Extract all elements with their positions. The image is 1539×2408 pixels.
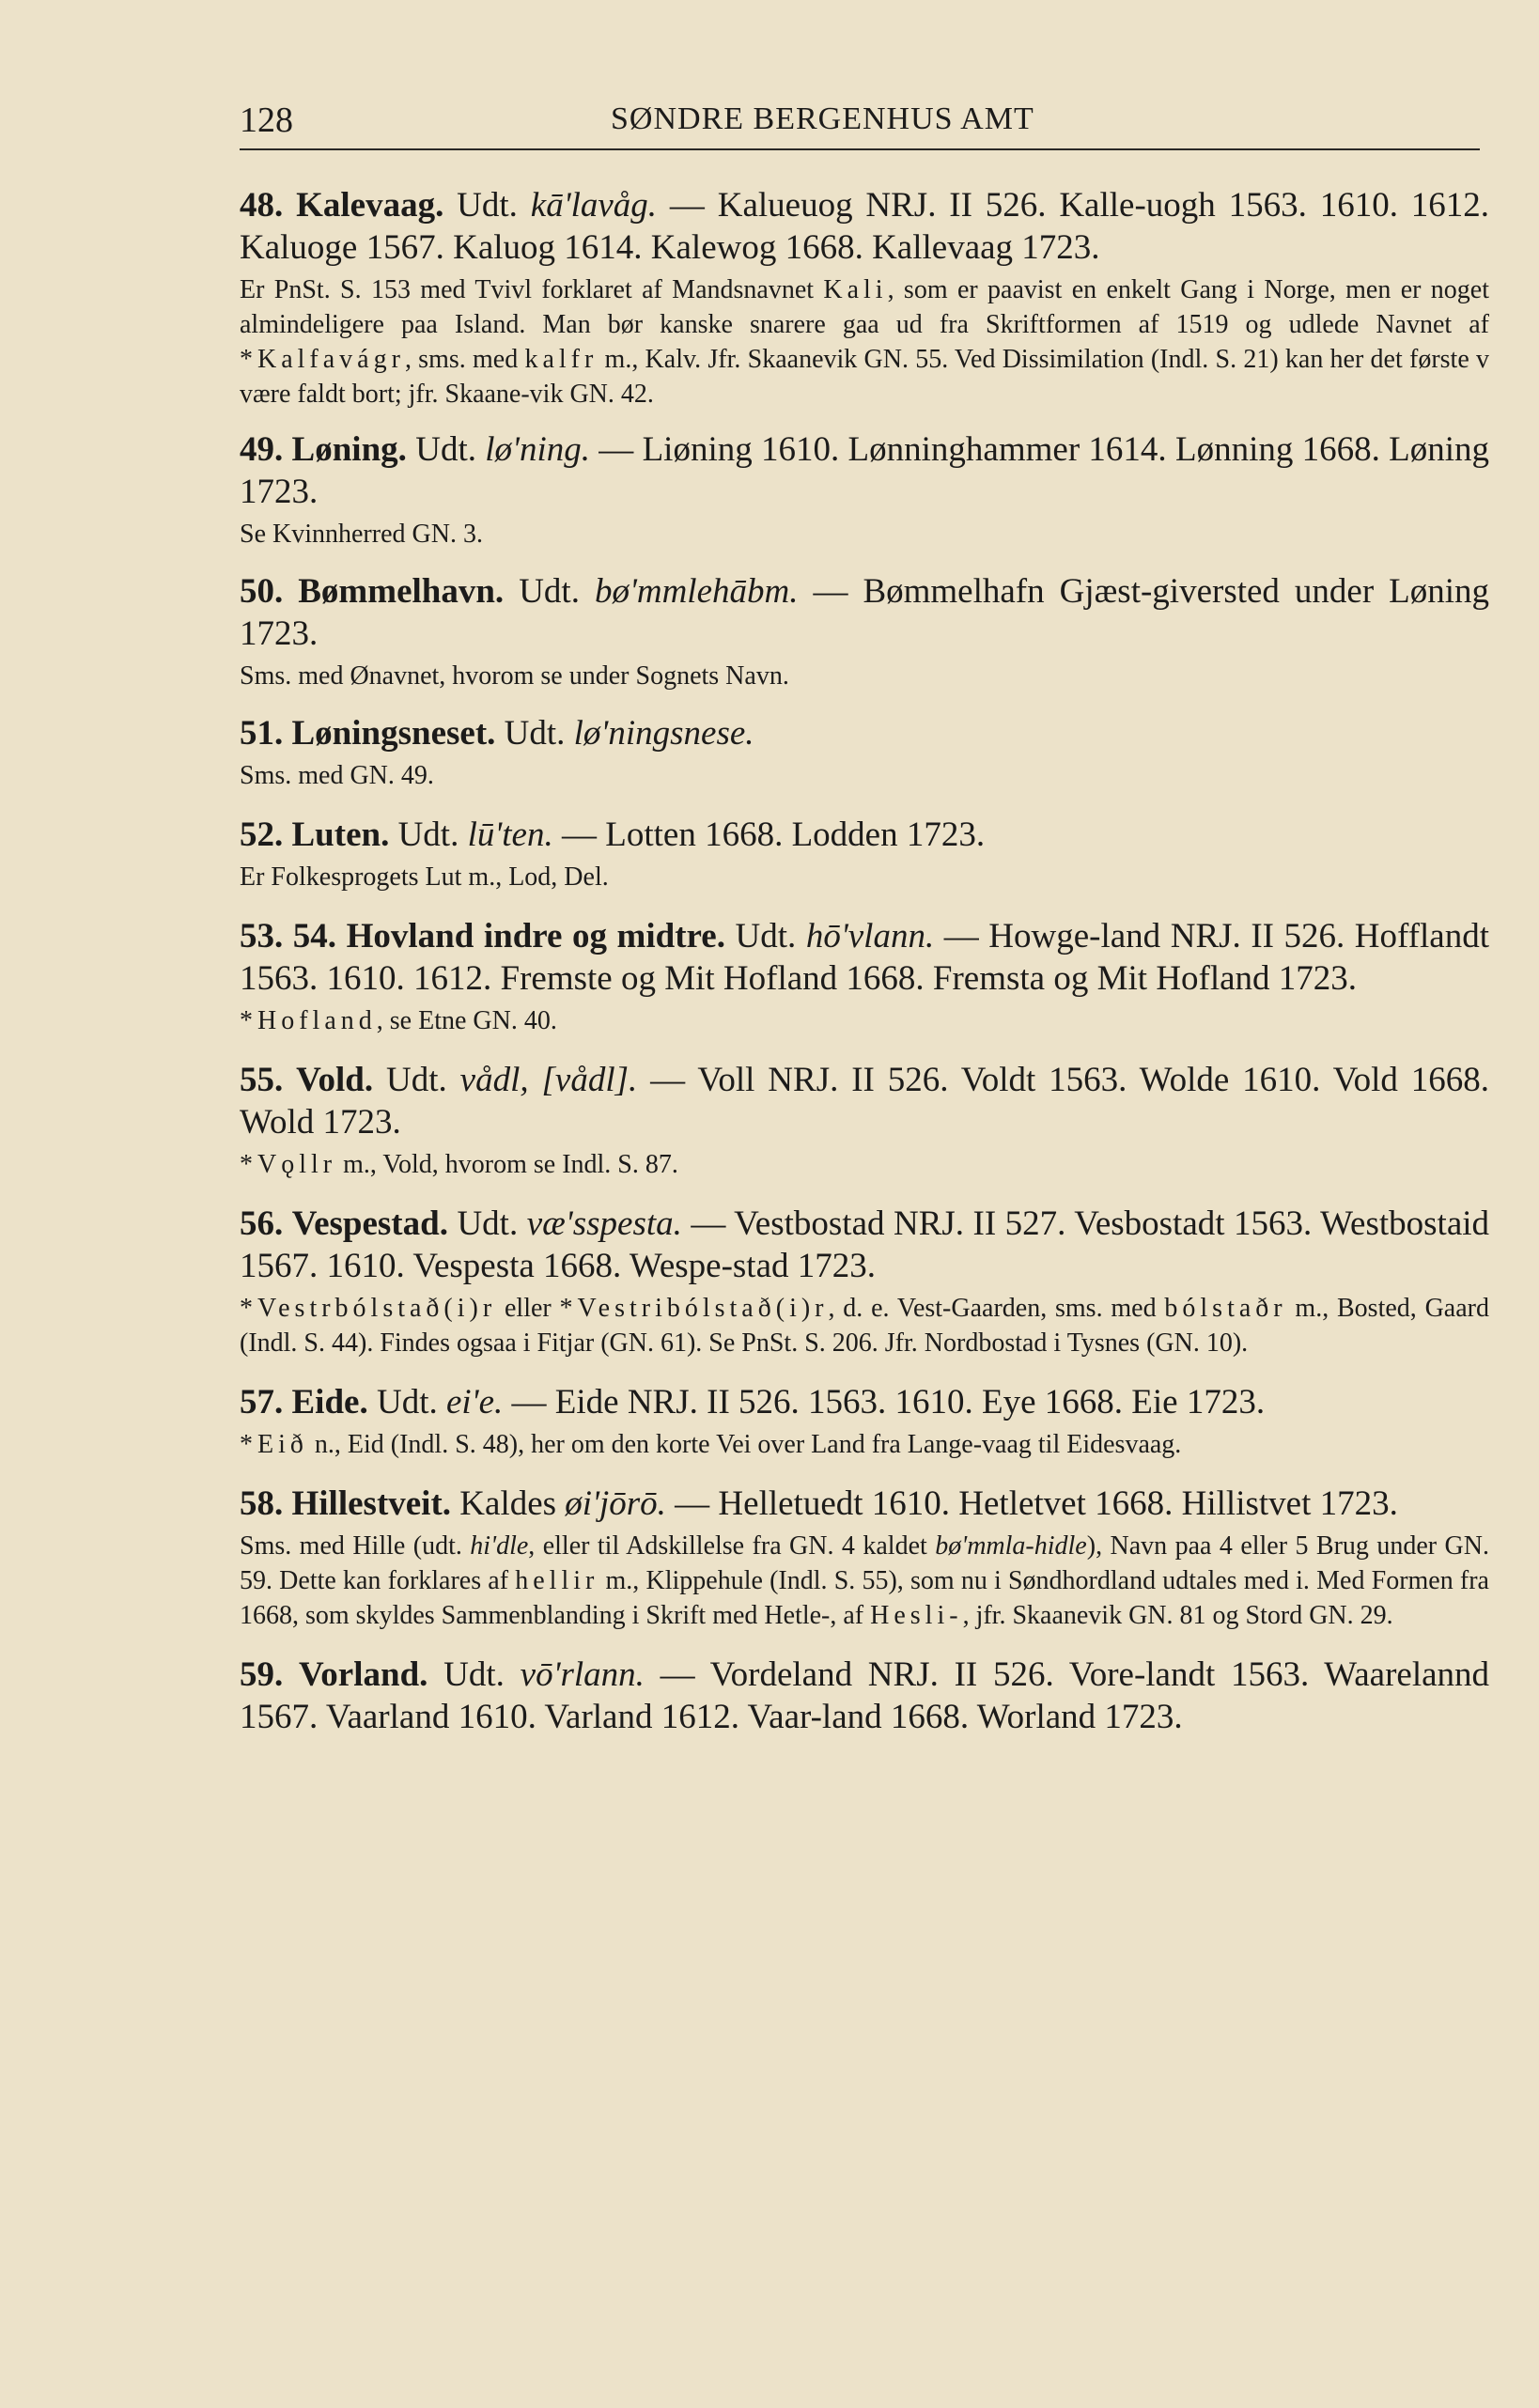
entry-51 xyxy=(240,712,1489,793)
note-text: m., Kalv. Jfr. Skaanevik GN. 55. Ved Dissimilation (Indl. S. 21) kan her det første v være faldt bort; jfr. Skaane-vik GN. 42. xyxy=(240,345,1489,409)
entry-number: 53. 54. xyxy=(240,917,337,955)
pronunciation: væ'sspesta. xyxy=(526,1204,682,1243)
entry-50 xyxy=(240,570,1489,693)
udt-label: Udt. xyxy=(376,1383,438,1421)
entry-note: Se Kvinnherred GN. 3. xyxy=(240,520,483,549)
note-text: ), Navn paa 4 eller 5 Brug under GN. 59. Dette kan forklares af xyxy=(240,1531,1489,1595)
udt-label: Udt. xyxy=(415,430,476,469)
note-text: , sms. med xyxy=(404,345,525,374)
entry-note xyxy=(240,1003,1489,1038)
pronunciation: lū'ten. xyxy=(467,816,553,854)
note-spaced-word: *Hofland xyxy=(240,1006,377,1035)
entry-note: Sms. med Ønavnet, hvorom se under Sognets Navn. xyxy=(240,661,789,691)
pronunciation: vådl, [vådl]. xyxy=(459,1061,638,1099)
entry-note: Sms. med GN. 49. xyxy=(240,761,434,790)
entry-number: 50. xyxy=(240,572,284,611)
entry-number: 48. xyxy=(240,186,284,225)
udt-label: Udt. xyxy=(397,816,459,854)
entry-note xyxy=(240,1427,1489,1462)
udt-label: Udt. xyxy=(386,1061,447,1099)
udt-label: Udt. xyxy=(457,1204,519,1243)
note-italic: hi'dle xyxy=(470,1531,529,1561)
historical-forms: — Voll NRJ. II 526. Voldt 1563. Wolde 1610. Vold 1668. Wold 1723. xyxy=(240,1061,1490,1142)
note-spaced-word: Hesli- xyxy=(870,1601,963,1630)
note-spaced-word: Kali xyxy=(823,275,888,304)
entry-49 xyxy=(240,428,1489,552)
entry-number: 59. xyxy=(240,1655,284,1694)
entry-main xyxy=(240,1381,1489,1423)
udt-label: Kaldes xyxy=(459,1484,557,1523)
note-spaced-word: hellir xyxy=(515,1566,599,1595)
place-name: Eide. xyxy=(291,1383,368,1421)
pronunciation: øi'jōrō. xyxy=(565,1484,666,1523)
note-spaced-word: *Vestrbólstað(i)r xyxy=(240,1294,497,1323)
entry-note xyxy=(240,1147,1489,1182)
entry-57 xyxy=(240,1381,1489,1462)
note-text: Sms. med Hille (udt. xyxy=(240,1531,471,1561)
historical-forms: — Lotten 1668. Lodden 1723. xyxy=(552,816,986,854)
running-title: SØNDRE BERGENHUS AMT xyxy=(611,101,1034,136)
place-name: Vold. xyxy=(296,1061,374,1099)
entry-note xyxy=(240,272,1489,412)
historical-forms: — Kalueuog NRJ. II 526. Kalle-uogh 1563. 1610. 1612. Kaluoge 1567. Kaluog 1614. Kalewog 1668. Kallevaag 1723. xyxy=(240,186,1490,267)
entry-55 xyxy=(240,1059,1489,1182)
note-text: eller xyxy=(496,1294,560,1323)
historical-forms: — Howge-land NRJ. II 526. Hofflandt 1563. 1610. 1612. Fremste og Mit Hofland 1668. Fremsta og Mit Hofland 1723. xyxy=(240,917,1489,998)
note-text: , se Etne GN. 40. xyxy=(376,1006,557,1035)
entry-number: 49. xyxy=(240,430,284,469)
pronunciation: hō'vlann. xyxy=(805,917,935,955)
pronunciation: ei'e. xyxy=(445,1383,504,1421)
entry-main xyxy=(240,1483,1489,1525)
historical-forms: — Vordeland NRJ. II 526. Vore-landt 1563. Waarelannd 1567. Vaarland 1610. Varland 1612. Vaar-land 1668. Worland 1723. xyxy=(240,1655,1490,1736)
note-text: , eller til Adskillelse fra GN. 4 kaldet xyxy=(528,1531,936,1561)
place-name: Vespestad. xyxy=(291,1204,448,1243)
pronunciation: vō'rlann. xyxy=(520,1655,645,1694)
note-text: , som er paavist en enkelt Gang i Norge, men er noget almindeligere paa Island. Man bør kanske snarere gaa ud fra Skriftformen af 1519 og udlede Navnet af xyxy=(240,275,1490,339)
note-spaced-word: *Vestribólstað(i)r xyxy=(559,1294,829,1323)
place-name: Løningsneset. xyxy=(291,714,496,753)
place-name: Hillestveit. xyxy=(291,1484,452,1523)
place-name: Luten. xyxy=(291,816,390,854)
entry-note xyxy=(240,1291,1489,1360)
entry-number: 52. xyxy=(240,816,284,854)
entry-58 xyxy=(240,1483,1489,1633)
note-spaced-word: *Eið xyxy=(240,1430,308,1459)
entry-53-54 xyxy=(240,915,1489,1038)
entry-main xyxy=(240,1059,1489,1143)
place-name: Bømmelhavn. xyxy=(298,572,505,611)
entry-main xyxy=(240,428,1489,513)
entry-main xyxy=(240,915,1489,1000)
place-name: Vorland. xyxy=(298,1655,428,1694)
entry-number: 57. xyxy=(240,1383,284,1421)
udt-label: Udt. xyxy=(457,186,518,225)
note-text: n., Eid (Indl. S. 48), her om den korte Vei over Land fra Lange-vaag til Eidesvaag. xyxy=(307,1430,1182,1459)
page-number: 128 xyxy=(240,101,293,140)
pronunciation: lø'ningsnese. xyxy=(573,714,754,753)
entry-main xyxy=(240,712,1489,754)
entry-note xyxy=(240,1529,1489,1633)
udt-label: Udt. xyxy=(519,572,580,611)
place-name: Hovland indre og midtre. xyxy=(346,917,725,955)
pronunciation: bø'mmlehābm. xyxy=(594,572,799,611)
note-text: m., Bosted, Gaard (Indl. S. 44). Findes ogsaa i Fitjar (GN. 61). Se PnSt. S. 206. Jfr. Nordbostad i Tysnes (GN. 10). xyxy=(240,1294,1489,1358)
place-name: Løning. xyxy=(291,430,407,469)
entry-48 xyxy=(240,184,1489,412)
note-spaced-word: *Vǫllr xyxy=(240,1150,337,1179)
entry-56 xyxy=(240,1203,1489,1360)
page-header xyxy=(240,94,1480,150)
note-italic: bø'mmla-hidle xyxy=(935,1531,1087,1561)
entry-number: 55. xyxy=(240,1061,284,1099)
entry-number: 56. xyxy=(240,1204,284,1243)
udt-label: Udt. xyxy=(735,917,797,955)
entry-main xyxy=(240,1203,1489,1287)
entry-number: 51. xyxy=(240,714,284,753)
note-text: , d. e. Vest-Gaarden, sms. med xyxy=(828,1294,1165,1323)
udt-label: Udt. xyxy=(443,1655,505,1694)
historical-forms: — Vestbostad NRJ. II 527. Vesbostadt 1563. Westbostaid 1567. 1610. Vespesta 1668. Wespe-stad 1723. xyxy=(240,1204,1490,1285)
entry-main xyxy=(240,814,1489,856)
note-text: , jfr. Skaanevik GN. 81 og Stord GN. 29. xyxy=(962,1601,1393,1630)
historical-forms: — Eide NRJ. II 526. 1563. 1610. Eye 1668. Eie 1723. xyxy=(503,1383,1266,1421)
note-spaced-word: *Kalfavágr xyxy=(240,345,405,374)
pronunciation: lø'ning. xyxy=(485,430,590,469)
place-name: Kalevaag. xyxy=(296,186,444,225)
entry-main xyxy=(240,184,1489,269)
pronunciation: kā'lavåg. xyxy=(530,186,658,225)
entry-main xyxy=(240,570,1489,655)
note-spaced-word: bólstaðr xyxy=(1164,1294,1287,1323)
historical-forms: — Liøning 1610. Lønninghammer 1614. Lønning 1668. Løning 1723. xyxy=(240,430,1490,511)
historical-forms: — Bømmelhafn Gjæst-giversted under Løning 1723. xyxy=(240,572,1490,653)
entry-main xyxy=(240,1654,1489,1738)
note-spaced-word: kalfr xyxy=(524,345,598,374)
entry-number: 58. xyxy=(240,1484,284,1523)
historical-forms: — Helletuedt 1610. Hetletvet 1668. Hillistvet 1723. xyxy=(665,1484,1398,1523)
entry-note: Er Folkesprogets Lut m., Lod, Del. xyxy=(240,862,609,892)
note-text: m., Vold, hvorom se Indl. S. 87. xyxy=(336,1150,678,1179)
page-body xyxy=(240,184,1489,1738)
entry-52 xyxy=(240,814,1489,894)
note-text: Er PnSt. S. 153 med Tvivl forklaret af Mandsnavnet xyxy=(240,275,824,304)
note-text: m., Klippehule (Indl. S. 55), som nu i Søndhordland udtales med i. Med Formen fra 1668, som skyldes Sammenblanding i Skrift med Hetle-, af xyxy=(240,1566,1489,1630)
entry-59 xyxy=(240,1654,1489,1738)
udt-label: Udt. xyxy=(504,714,566,753)
